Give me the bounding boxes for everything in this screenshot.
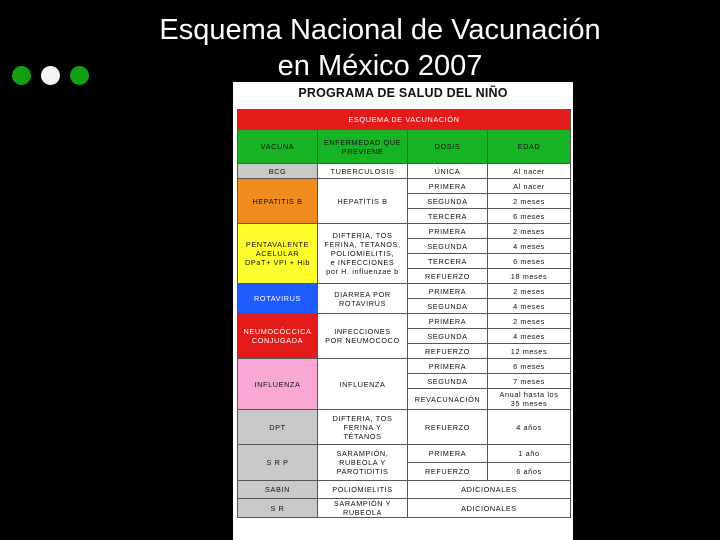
- vaccine-name-cell: SABIN: [238, 481, 318, 499]
- age-cell: 6 años: [488, 463, 571, 481]
- disease-cell: POLIOMIELITIS: [318, 481, 408, 499]
- vaccine-name-cell: S R P: [238, 445, 318, 481]
- col-header-edad: EDAD: [488, 130, 571, 164]
- vaccine-name-cell: PENTAVALENTE ACELULAR DPaT+ VPI + Hib: [238, 224, 318, 284]
- dose-cell: ÚNICA: [408, 164, 488, 179]
- slide-title-line2: en México 2007: [277, 50, 483, 82]
- program-title: PROGRAMA DE SALUD DEL NIÑO: [298, 86, 508, 100]
- vaccine-name-cell: ROTAVIRUS: [238, 284, 318, 314]
- green-dot-icon: [12, 66, 31, 85]
- disease-cell: SARAMPIÓN Y RUBEOLA: [318, 499, 408, 518]
- col-header-enfermedad: ENFERMEDAD QUE PREVIENE: [318, 130, 408, 164]
- dose-cell: SEGUNDA: [408, 374, 488, 389]
- age-cell: 4 meses: [488, 299, 571, 314]
- age-cell: 6 meses: [488, 254, 571, 269]
- table-row: [238, 481, 571, 499]
- dose-cell: ADICIONALES: [408, 499, 571, 518]
- vaccine-name-cell: BCG: [238, 164, 318, 179]
- slide-title: [100, 12, 660, 84]
- dose-cell: TERCERA: [408, 254, 488, 269]
- disease-cell: DIARREA POR ROTAVIRUS: [318, 284, 408, 314]
- disease-cell: TUBERCULOSIS: [318, 164, 408, 179]
- age-cell: Al nacer: [488, 179, 571, 194]
- age-cell: 2 meses: [488, 194, 571, 209]
- age-cell: 4 meses: [488, 329, 571, 344]
- table-row: [238, 314, 571, 329]
- bullet-dots: [12, 66, 89, 85]
- dose-cell: PRIMERA: [408, 359, 488, 374]
- age-cell: 1 año: [488, 445, 571, 463]
- table-row: [238, 284, 571, 299]
- dose-cell: REFUERZO: [408, 410, 488, 445]
- table-row: [238, 445, 571, 463]
- age-cell: 4 años: [488, 410, 571, 445]
- vaccine-name-cell: INFLUENZA: [238, 359, 318, 410]
- dose-cell: SEGUNDA: [408, 329, 488, 344]
- disease-cell: INFECCIONES POR NEUMOCOCO: [318, 314, 408, 359]
- scheme-header: ESQUEMA DE VACUNACIÓN: [238, 110, 571, 130]
- table-row: [238, 359, 571, 374]
- disease-cell: DIFTERIA, TOS FERINA Y TÉTANOS: [318, 410, 408, 445]
- col-header-dosis: DOSIS: [408, 130, 488, 164]
- age-cell: 12 meses: [488, 344, 571, 359]
- age-cell: 2 meses: [488, 284, 571, 299]
- dose-cell: PRIMERA: [408, 284, 488, 299]
- dose-cell: REFUERZO: [408, 463, 488, 481]
- table-row: [238, 164, 571, 179]
- white-dot-icon: [41, 66, 60, 85]
- dose-cell: PRIMERA: [408, 224, 488, 239]
- table-row: [238, 179, 571, 194]
- dose-cell: REFUERZO: [408, 344, 488, 359]
- table-row: [238, 499, 571, 518]
- vaccination-table: [237, 109, 571, 518]
- slide-title-line1: Esquema Nacional de Vacunación: [159, 14, 601, 46]
- dose-cell: ADICIONALES: [408, 481, 571, 499]
- vaccine-name-cell: NEUMOCÓCCICA CONJUGADA: [238, 314, 318, 359]
- age-cell: 4 meses: [488, 239, 571, 254]
- vaccine-name-cell: DPT: [238, 410, 318, 445]
- age-cell: Anual hasta los 35 meses: [488, 389, 571, 410]
- disease-cell: HEPATITIS B: [318, 179, 408, 224]
- age-cell: 6 meses: [488, 359, 571, 374]
- disease-cell: SARAMPIÓN, RUBEOLA Y PAROTIDITIS: [318, 445, 408, 481]
- age-cell: 6 meses: [488, 209, 571, 224]
- age-cell: 18 meses: [488, 269, 571, 284]
- col-header-vacuna: VACUNA: [238, 130, 318, 164]
- table-row: [238, 410, 571, 445]
- age-cell: 7 meses: [488, 374, 571, 389]
- age-cell: 2 meses: [488, 224, 571, 239]
- vaccine-name-cell: S R: [238, 499, 318, 518]
- dose-cell: PRIMERA: [408, 179, 488, 194]
- dose-cell: PRIMERA: [408, 314, 488, 329]
- dose-cell: TERCERA: [408, 209, 488, 224]
- disease-cell: DIFTERIA, TOS FERINA, TETANOS, POLIOMIELITIS, e INFECCIONES por H. influenzae b: [318, 224, 408, 284]
- dose-cell: SEGUNDA: [408, 299, 488, 314]
- age-cell: 2 meses: [488, 314, 571, 329]
- vaccine-name-cell: HEPATITIS B: [238, 179, 318, 224]
- dose-cell: PRIMERA: [408, 445, 488, 463]
- dose-cell: REFUERZO: [408, 269, 488, 284]
- dose-cell: SEGUNDA: [408, 239, 488, 254]
- age-cell: Al nacer: [488, 164, 571, 179]
- dose-cell: SEGUNDA: [408, 194, 488, 209]
- vaccination-sheet: [233, 82, 573, 540]
- table-row: [238, 224, 571, 239]
- disease-cell: INFLUENZA: [318, 359, 408, 410]
- dose-cell: REVACUNACIÓN: [408, 389, 488, 410]
- green-dot-icon: [70, 66, 89, 85]
